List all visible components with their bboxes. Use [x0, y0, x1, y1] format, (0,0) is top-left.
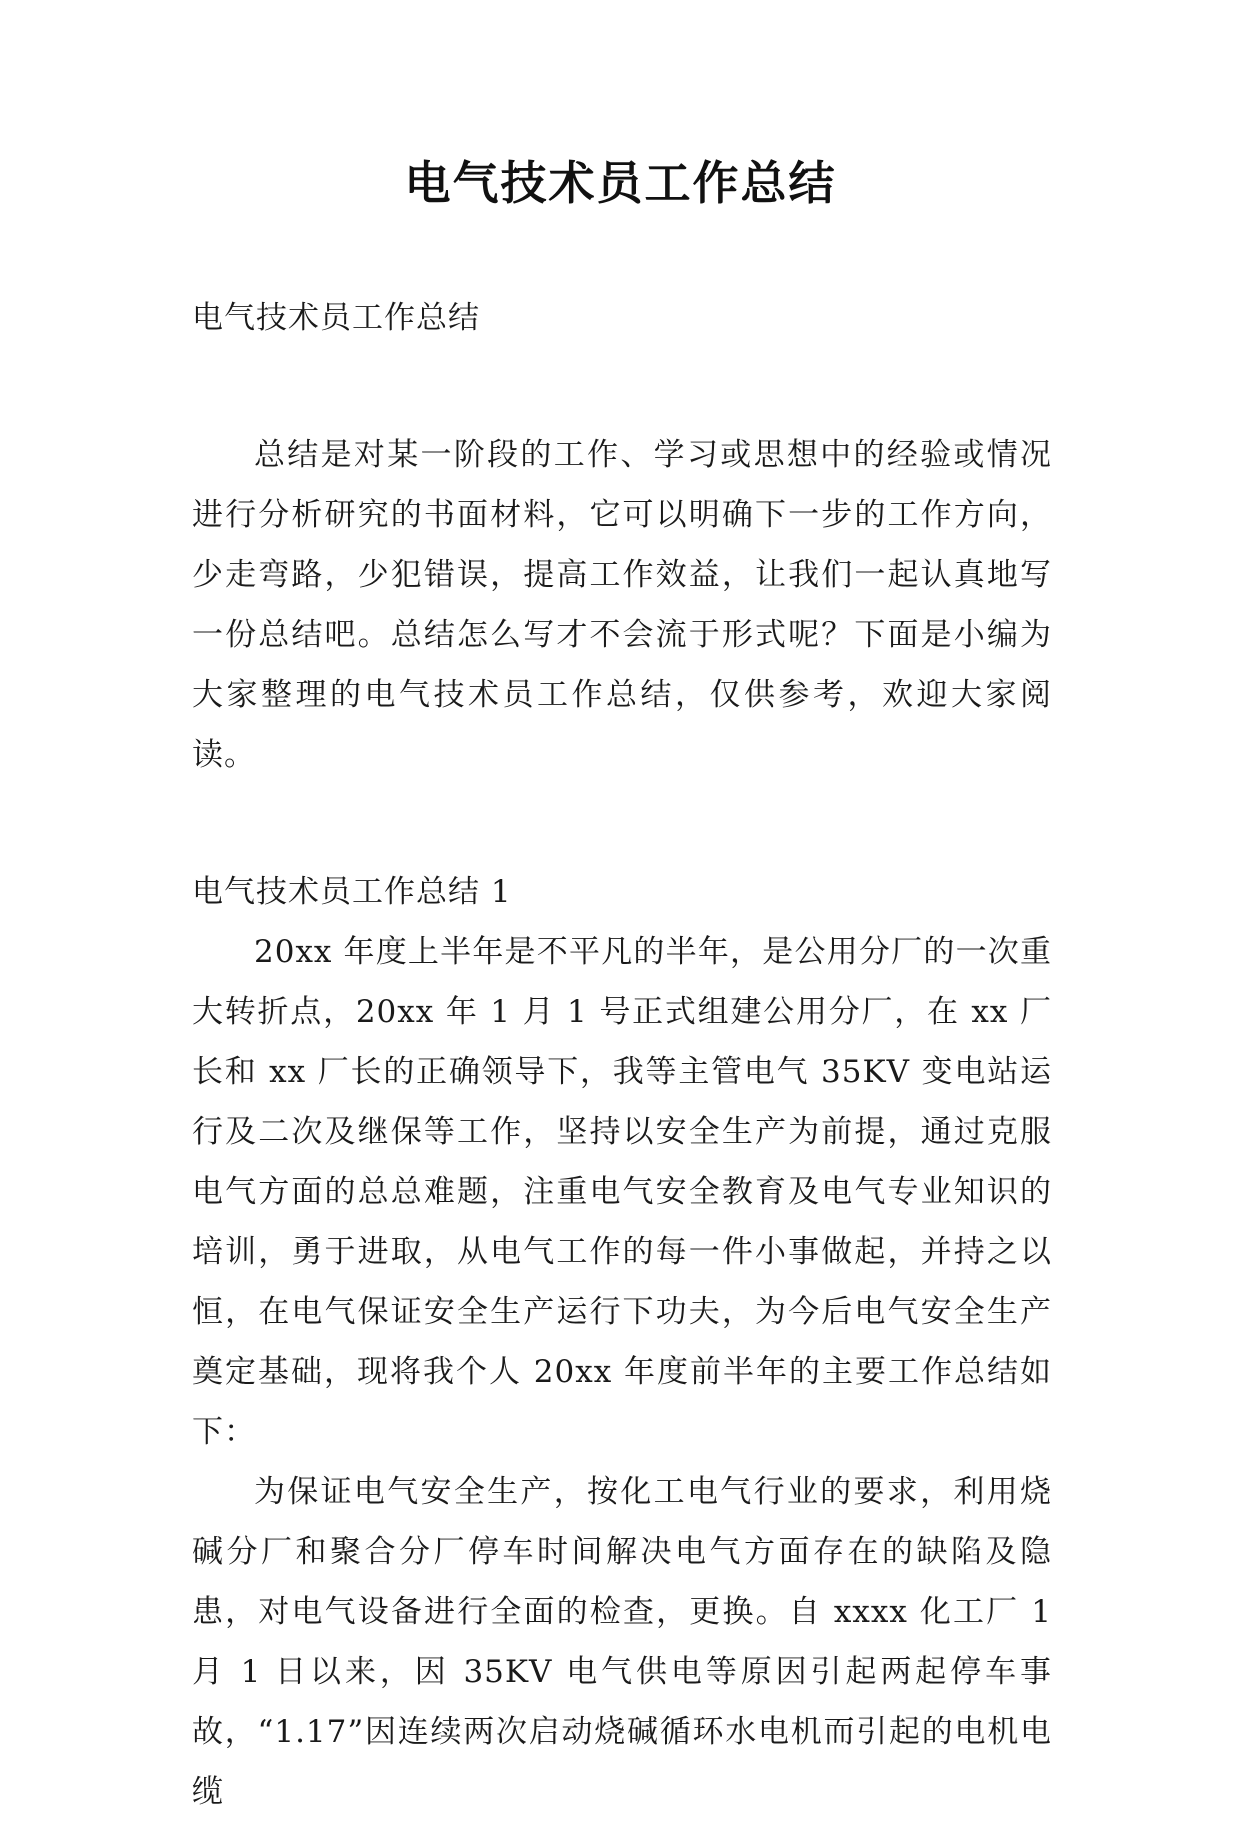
document-subtitle: 电气技术员工作总结	[192, 300, 480, 336]
document-body	[192, 288, 1052, 1822]
document-title: 电气技术员工作总结	[404, 156, 837, 210]
intro-paragraph: 总结是对某一阶段的工作、学习或思想中的经验或情况进行分析研究的书面材料，它可以明确下一步的工作方向，少走弯路，少犯错误，提高工作效益，让我们一起认真地写一份总结吧。总结怎么写才不会流于形式呢？下面是小编为大家整理的电气技术员工作总结，仅供参考，欢迎大家阅读。	[192, 437, 1052, 773]
section-paragraph-2: 为保证电气安全生产，按化工电气行业的要求，利用烧碱分厂和聚合分厂停车时间解决电气方面存在的缺陷及隐患，对电气设备进行全面的检查，更换。自 xxxx 化工厂 1 月 1 日以来，因 35KV 电气供电等原因引起两起停车事故，“1.17”因连续两次启动烧碱循环水电机而引起的电机电缆	[192, 1474, 1052, 1810]
spacer	[192, 785, 1052, 862]
spacer	[192, 348, 1052, 425]
section-paragraph-1: 20xx 年度上半年是不平凡的半年，是公用分厂的一次重大转折点，20xx 年 1 月 1 号正式组建公用分厂，在 xx 厂长和 xx 厂长的正确领导下，我等主管电气 35KV 变电站运行及二次及继保等工作，坚持以安全生产为前提，通过克服电气方面的总总难题，注重电气安全教育及电气专业知识的培训，勇于进取，从电气工作的每一件小事做起，并持之以恒，在电气保证安全生产运行下功夫，为今后电气安全生产奠定基础，现将我个人 20xx 年度前半年的主要工作总结如下：	[192, 934, 1052, 1450]
section-heading: 电气技术员工作总结 1	[192, 874, 512, 910]
